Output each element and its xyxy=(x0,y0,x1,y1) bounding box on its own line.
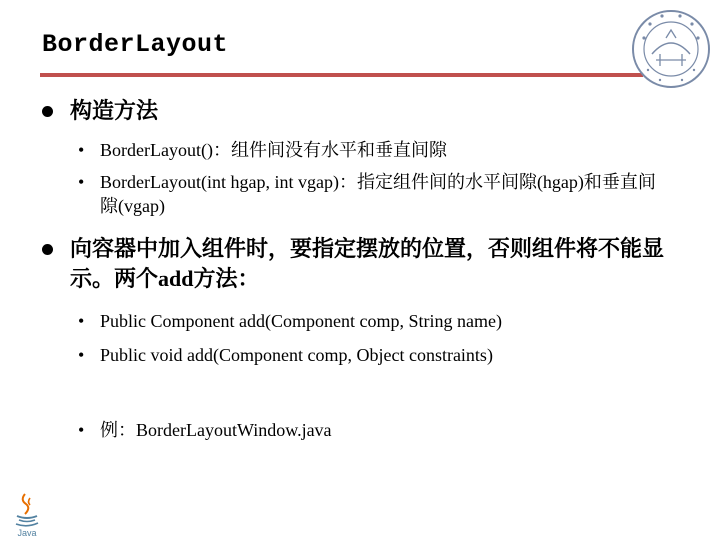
bullet-constructors xyxy=(42,96,672,126)
sub-bullet-glyph: • xyxy=(78,140,85,160)
sub-bullet-default-constructor xyxy=(78,138,688,162)
sub-bullet-gap-constructor xyxy=(78,170,678,218)
university-seal-icon xyxy=(630,8,712,90)
bullet-text: 向容器中加入组件时，要指定摆放的位置，否则组件将不能显示。两个add方法： xyxy=(70,236,665,291)
sub-bullet-glyph: • xyxy=(78,420,85,440)
bullet-dot-icon xyxy=(42,106,53,117)
title-underline xyxy=(40,73,643,77)
sub-bullet-glyph: • xyxy=(78,311,85,331)
java-logo-text: Java xyxy=(17,528,37,538)
sub-bullet-text: BorderLayout()：组件间没有水平和垂直间隙 xyxy=(100,140,447,160)
bullet-add-component xyxy=(42,234,682,294)
sub-bullet-text: Public Component add(Component comp, String name) xyxy=(100,311,502,331)
sub-bullet-glyph: • xyxy=(78,345,85,365)
sub-bullet-add-name xyxy=(78,309,688,333)
bullet-text: 构造方法 xyxy=(70,98,159,123)
sub-bullet-glyph: • xyxy=(78,172,85,192)
bullet-dot-icon xyxy=(42,244,53,255)
java-logo-icon xyxy=(10,490,44,538)
sub-bullet-add-constraints xyxy=(78,343,688,367)
sub-bullet-text: Public void add(Component comp, Object constraints) xyxy=(100,345,493,365)
sub-bullet-text: BorderLayout(int hgap, int vgap)：指定组件间的水平间隙(hgap)和垂直间隙(vgap) xyxy=(100,172,656,216)
sub-bullet-text: 例：BorderLayoutWindow.java xyxy=(100,420,332,440)
sub-bullet-example xyxy=(78,418,688,442)
slide-title: BorderLayout xyxy=(42,30,229,59)
